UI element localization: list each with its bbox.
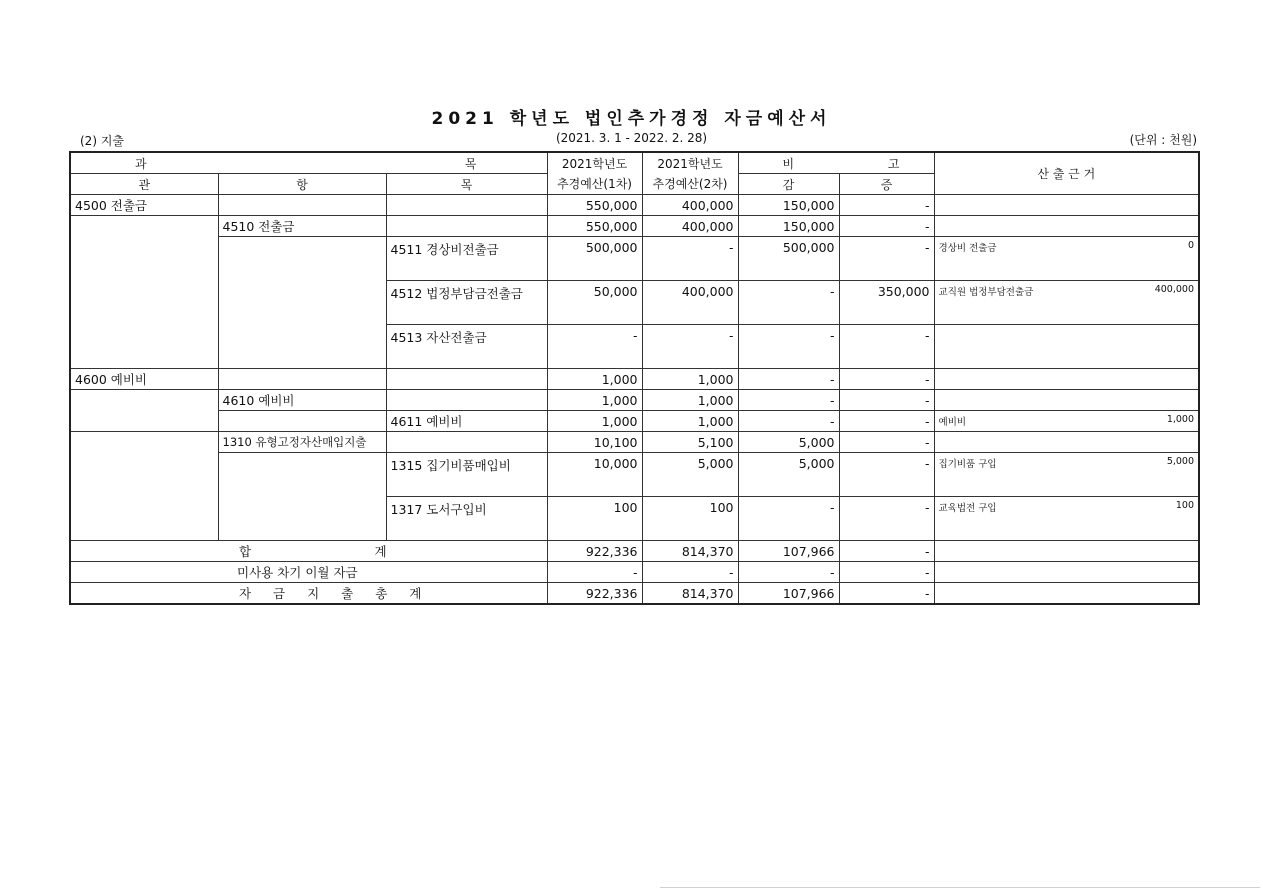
mok-cell: 4512 법정부담금전출금 xyxy=(386,281,547,325)
value-cell: - xyxy=(738,281,839,325)
basis-cell: 경상비 전출금 0 xyxy=(934,237,1199,281)
header-jeung: 증 xyxy=(839,174,934,195)
hang-cell: 4610 예비비 xyxy=(218,390,386,411)
value-cell: 1,000 xyxy=(642,369,738,390)
header-gam: 감 xyxy=(738,174,839,195)
value-cell: 1,000 xyxy=(547,369,642,390)
value-cell: 400,000 xyxy=(642,281,738,325)
value-cell: - xyxy=(839,369,934,390)
table-row xyxy=(70,216,1199,237)
header-col2-line1: 2021학년도 xyxy=(642,152,738,174)
value-cell: - xyxy=(839,237,934,281)
value-cell: - xyxy=(839,453,934,497)
table-row xyxy=(70,432,1199,453)
value-cell: - xyxy=(642,562,738,583)
header-gwan: 관 xyxy=(70,174,218,195)
value-cell: - xyxy=(547,562,642,583)
value-cell: 400,000 xyxy=(642,195,738,216)
value-cell: 814,370 xyxy=(642,541,738,562)
sum-label: 합 계 xyxy=(70,541,547,562)
header-col1-line1: 2021학년도 xyxy=(547,152,642,174)
table-row xyxy=(70,195,1199,216)
header-hang: 항 xyxy=(218,174,386,195)
unused-row xyxy=(70,562,1199,583)
value-cell: - xyxy=(839,325,934,369)
value-cell: - xyxy=(839,541,934,562)
grand-total-row xyxy=(70,583,1199,605)
document-title: 2021 학년도 법인추가경정 자금예산서 xyxy=(431,109,832,129)
scan-edge-line xyxy=(660,887,1260,888)
hang-cell: 1310 유형고정자산매입지출 xyxy=(218,432,386,453)
value-cell: - xyxy=(547,325,642,369)
value-cell: 150,000 xyxy=(738,216,839,237)
mok-cell: 4611 예비비 xyxy=(386,411,547,432)
basis-cell: 예비비 1,000 xyxy=(934,411,1199,432)
value-cell: 5,000 xyxy=(642,453,738,497)
mok-cell: 1317 도서구입비 xyxy=(386,497,547,541)
table-row xyxy=(70,237,1199,281)
header-mok: 목 xyxy=(464,156,477,171)
gwan-cell: 4600 예비비 xyxy=(70,369,218,390)
value-cell: 814,370 xyxy=(642,583,738,605)
value-cell: 400,000 xyxy=(642,216,738,237)
section-label: (2) 지출 xyxy=(80,134,124,148)
header-bi: 비 xyxy=(782,156,795,171)
value-cell: 150,000 xyxy=(738,195,839,216)
header-mok2: 목 xyxy=(386,174,547,195)
sum-row xyxy=(70,541,1199,562)
value-cell: 1,000 xyxy=(547,390,642,411)
header-row-1 xyxy=(70,152,1199,174)
value-cell: 10,100 xyxy=(547,432,642,453)
value-cell: - xyxy=(839,583,934,605)
value-cell: - xyxy=(738,325,839,369)
period-label: (2021. 3. 1 - 2022. 2. 28) xyxy=(555,131,708,145)
mok-cell: 1315 집기비품매입비 xyxy=(386,453,547,497)
header-col2-line2: 추경예산(2차) xyxy=(642,174,738,195)
value-cell: - xyxy=(738,411,839,432)
value-cell: 1,000 xyxy=(642,390,738,411)
header-gwa-mok xyxy=(70,152,547,174)
value-cell: - xyxy=(839,411,934,432)
value-cell: - xyxy=(839,195,934,216)
value-cell: - xyxy=(738,369,839,390)
value-cell: - xyxy=(839,390,934,411)
table-row xyxy=(70,453,1199,497)
value-cell: 922,336 xyxy=(547,541,642,562)
value-cell: - xyxy=(738,562,839,583)
unit-label: (단위 : 천원) xyxy=(1129,133,1197,147)
mok-cell: 4511 경상비전출금 xyxy=(386,237,547,281)
value-cell: - xyxy=(839,497,934,541)
value-cell: 500,000 xyxy=(547,237,642,281)
value-cell: 107,966 xyxy=(738,583,839,605)
hang-cell: 4510 전출금 xyxy=(218,216,386,237)
mok-cell: 4513 자산전출금 xyxy=(386,325,547,369)
value-cell: 922,336 xyxy=(547,583,642,605)
budget-table xyxy=(69,151,1200,605)
value-cell: 1,000 xyxy=(547,411,642,432)
grand-total-label: 자 금 지 출 총 계 xyxy=(70,583,547,605)
value-cell: 100 xyxy=(547,497,642,541)
value-cell: - xyxy=(738,390,839,411)
value-cell: 550,000 xyxy=(547,195,642,216)
value-cell: - xyxy=(839,432,934,453)
value-cell: 5,000 xyxy=(738,453,839,497)
value-cell: 1,000 xyxy=(642,411,738,432)
value-cell: - xyxy=(738,497,839,541)
header-gwa: 과 xyxy=(135,156,147,171)
value-cell: 50,000 xyxy=(547,281,642,325)
table-row xyxy=(70,390,1199,411)
value-cell: - xyxy=(839,216,934,237)
value-cell: 100 xyxy=(642,497,738,541)
value-cell: 5,100 xyxy=(642,432,738,453)
header-bigo xyxy=(738,152,934,174)
basis-cell: 교육법전 구입 100 xyxy=(934,497,1199,541)
gwan-cell: 4500 전출금 xyxy=(70,195,218,216)
value-cell: 500,000 xyxy=(738,237,839,281)
table-row xyxy=(70,411,1199,432)
header-col1-line2: 추경예산(1차) xyxy=(547,174,642,195)
value-cell: 550,000 xyxy=(547,216,642,237)
value-cell: 350,000 xyxy=(839,281,934,325)
basis-cell: 교직원 법정부담전출금 400,000 xyxy=(934,281,1199,325)
value-cell: 10,000 xyxy=(547,453,642,497)
value-cell: - xyxy=(642,237,738,281)
value-cell: - xyxy=(642,325,738,369)
basis-cell: 집기비품 구입 5,000 xyxy=(934,453,1199,497)
table-row xyxy=(70,369,1199,390)
header-basis: 산 출 근 거 xyxy=(934,152,1199,195)
value-cell: 5,000 xyxy=(738,432,839,453)
value-cell: 107,966 xyxy=(738,541,839,562)
unused-label: 미사용 차기 이월 자금 xyxy=(70,562,547,583)
header-go: 고 xyxy=(887,156,900,171)
value-cell: - xyxy=(839,562,934,583)
